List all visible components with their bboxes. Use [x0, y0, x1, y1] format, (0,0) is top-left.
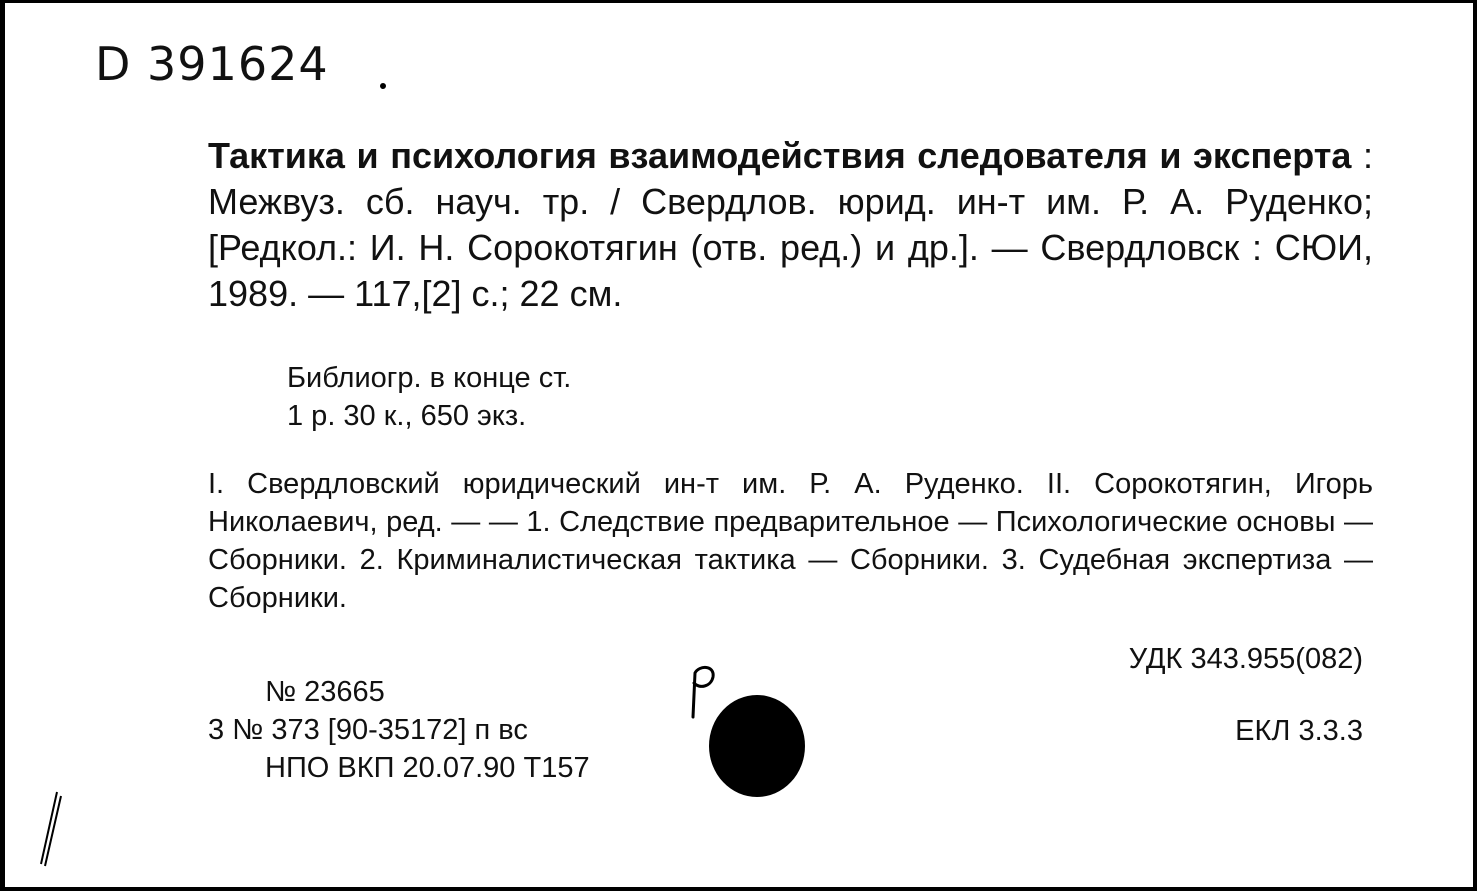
- punch-hole: [709, 695, 805, 797]
- call-number: D 391624: [95, 37, 329, 91]
- notes-block: [287, 359, 571, 435]
- printer-line: НПО ВКП 20.07.90 Т157: [265, 752, 590, 784]
- price-note: 1 р. 30 к., 650 экз.: [287, 400, 527, 432]
- pen-stroke-mark: [35, 788, 65, 868]
- order-number: 3 № 373 [90-35172] п вс: [208, 714, 528, 746]
- ink-dot: [380, 83, 386, 89]
- subject-tracings: I. Свердловский юридический ин-т им. Р. А. Руденко. II. Сорокотягин, Игорь Николаевич, ред. — — 1. Следствие предварительное — Психологические основы — Сборники. 2. Криминалистическая тактика — Сборники. 3. Судебная экспертиза — Сборники.: [208, 468, 1373, 614]
- record-info: [208, 673, 590, 787]
- bibliographic-description: [208, 133, 1373, 317]
- book-title: Тактика и психология взаимодействия следователя и эксперта: [208, 135, 1352, 176]
- publication-details: : Межвуз. сб. науч. тр. / Свердлов. юрид. ин-т им. Р. А. Руденко; [Редкол.: И. Н. Сорокотягин (отв. ред.) и др.]. — Свердловск : СЮИ, 1989. — 117,[2] с.; 22 см.: [208, 135, 1373, 314]
- bibliography-note: Библиогр. в конце ст.: [287, 362, 572, 394]
- udk-code: УДК 343.955(082): [1128, 643, 1363, 675]
- ekl-code: ЕКЛ 3.3.3: [1235, 715, 1363, 747]
- handwritten-letter-mark: [681, 663, 721, 719]
- record-number: № 23665: [265, 676, 385, 708]
